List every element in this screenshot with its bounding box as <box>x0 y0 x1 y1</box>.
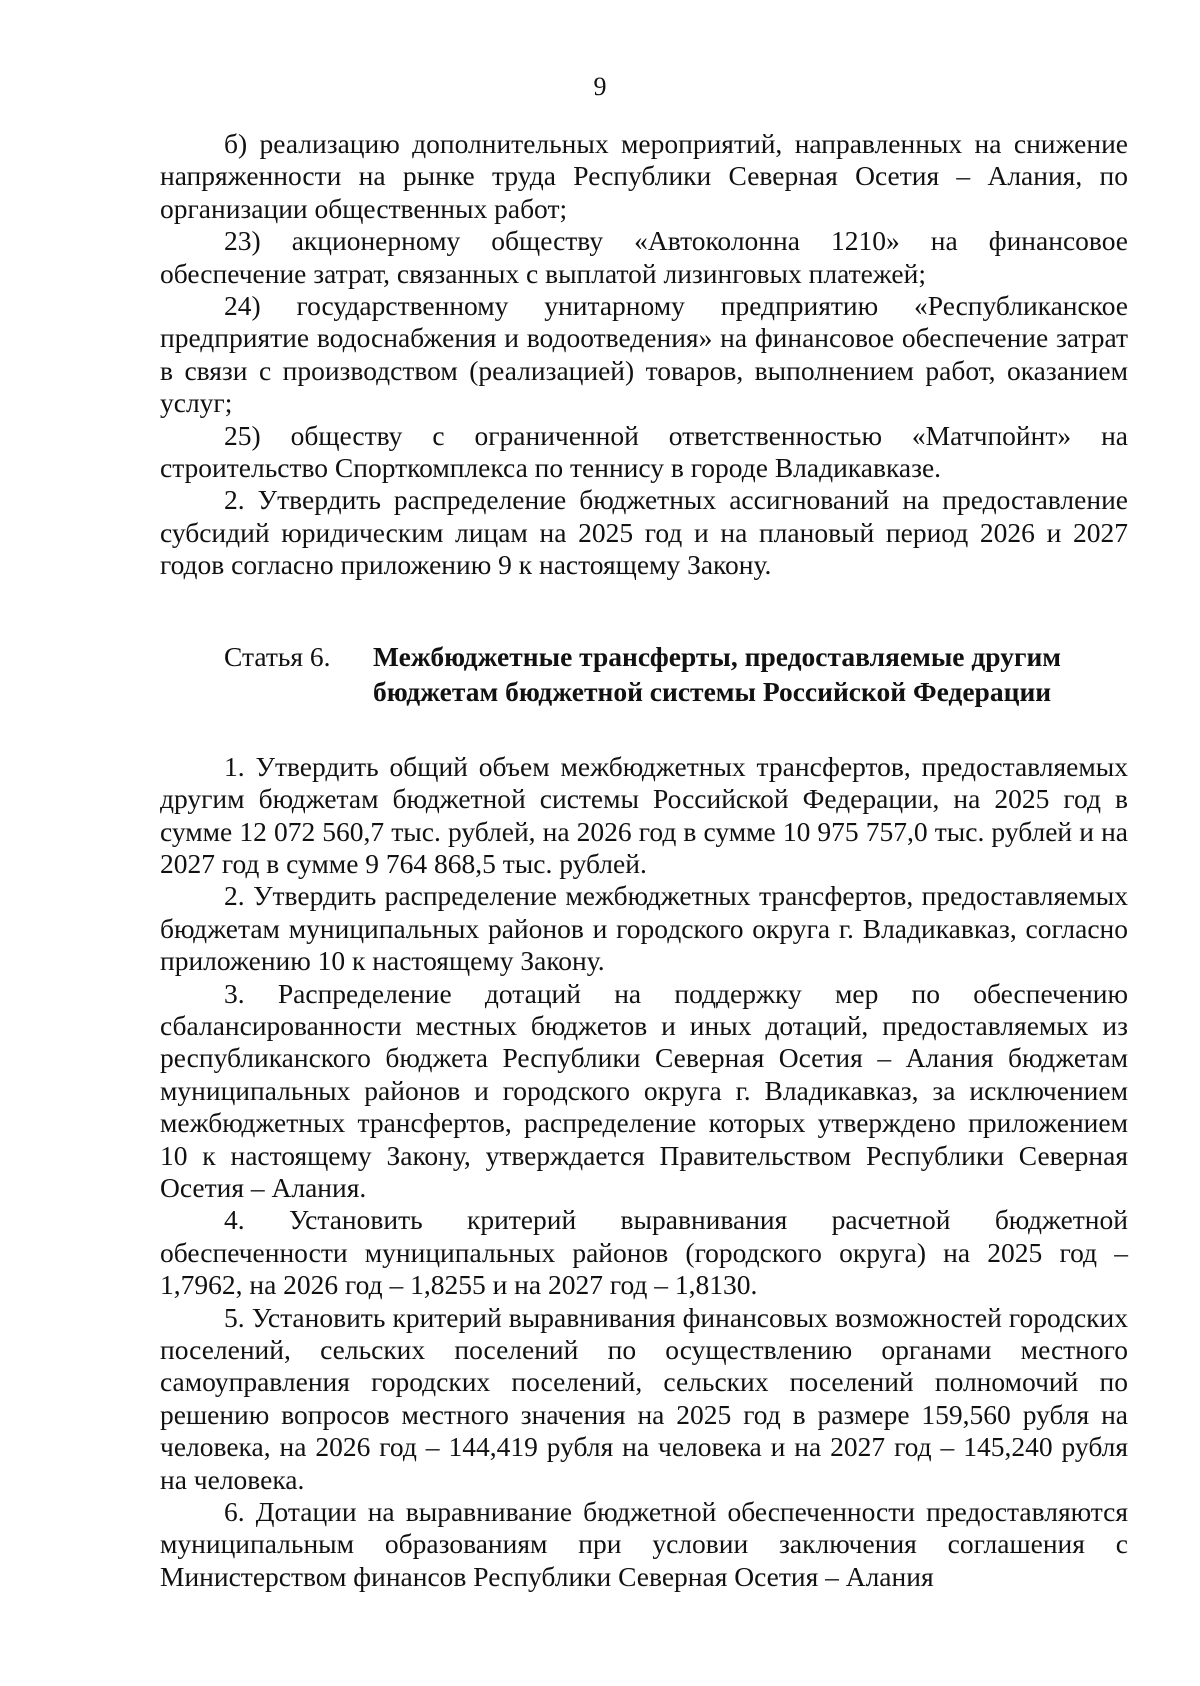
paragraph-item-23: 23) акционерному обществу «Автоколонна 1210» на финансовое обеспечение затрат, связанных с выплатой лизинговых платежей; <box>160 225 1128 289</box>
article-title: Межбюджетные трансферты, предоставляемые другим бюджетам бюджетной системы Российской Федерации <box>373 640 1062 707</box>
article6-clause-2: 2. Утвердить распределение межбюджетных трансфертов, предоставляемых бюджетам муниципальных районов и городского округа г. Владикавказ, согласно приложению 10 к настоящему Закону. <box>160 880 1128 977</box>
article-heading <box>160 639 1128 709</box>
paragraph-item-24: 24) государственному унитарному предприятию «Республиканское предприятие водоснабжения и водоотведения» на финансовое обеспечение затрат в связи с производством (реализацией) товаров, выполнением работ, оказанием услуг; <box>160 290 1128 419</box>
page-number: 9 <box>593 72 607 101</box>
article6-clause-1: 1. Утвердить общий объем межбюджетных трансфертов, предоставляемых другим бюджетам бюджетной системы Российской Федерации, на 2025 год в сумме 12 072 560,7 тыс. рублей, на 2026 год в сумме 10 975 757,0 тыс. рублей и на 2027 год в сумме 9 764 868,5 тыс. рублей. <box>160 750 1128 879</box>
article6-clause-4: 4. Установить критерий выравнивания расчетной бюджетной обеспеченности муниципальных районов (городского округа) на 2025 год – 1,7962, на 2026 год – 1,8255 и на 2027 год – 1,8130. <box>160 1204 1128 1301</box>
article6-clause-3: 3. Распределение дотаций на поддержку мер по обеспечению сбалансированности местных бюджетов и иных дотаций, предоставляемых из республиканского бюджета Республики Северная Осетия – Алания бюджетам муниципальных районов и городского округа г. Владикавказ, за исключением межбюджетных трансфертов, распределение которых утверждено приложением 10 к настоящему Закону, утверждается Правительством Республики Северная Осетия – Алания. <box>160 977 1128 1203</box>
paragraph-clause-2: 2. Утвердить распределение бюджетных ассигнований на предоставление субсидий юридическим лицам на 2025 год и на плановый период 2026 и 2027 годов согласно приложению 9 к настоящему Закону. <box>160 484 1128 581</box>
article6-clause-5: 5. Установить критерий выравнивания финансовых возможностей городских поселений, сельских поселений по осуществлению органами местного самоуправления городских поселений, сельских поселений полномочий по решению вопросов местного значения на 2025 год в размере 159,560 рубля на человека, на 2026 год – 144,419 рубля на человека и на 2027 год – 145,240 рубля на человека. <box>160 1301 1128 1495</box>
paragraph-subitem-b: б) реализацию дополнительных мероприятий, направленных на снижение напряженности на рынке труда Республики Северная Осетия – Алания, по организации общественных работ; <box>160 128 1128 224</box>
article-label: Статья 6. <box>224 640 331 672</box>
document-body <box>160 128 1128 1593</box>
paragraph-item-25: 25) обществу с ограниченной ответственностью «Матчпойнт» на строительство Спорткомплекса по теннису в городе Владикавказе. <box>160 419 1128 484</box>
article6-clause-6: 6. Дотации на выравнивание бюджетной обеспеченности предоставляются муниципальным образованиям при условии заключения соглашения с Министерством финансов Республики Северная Осетия – Алания <box>160 1496 1128 1592</box>
